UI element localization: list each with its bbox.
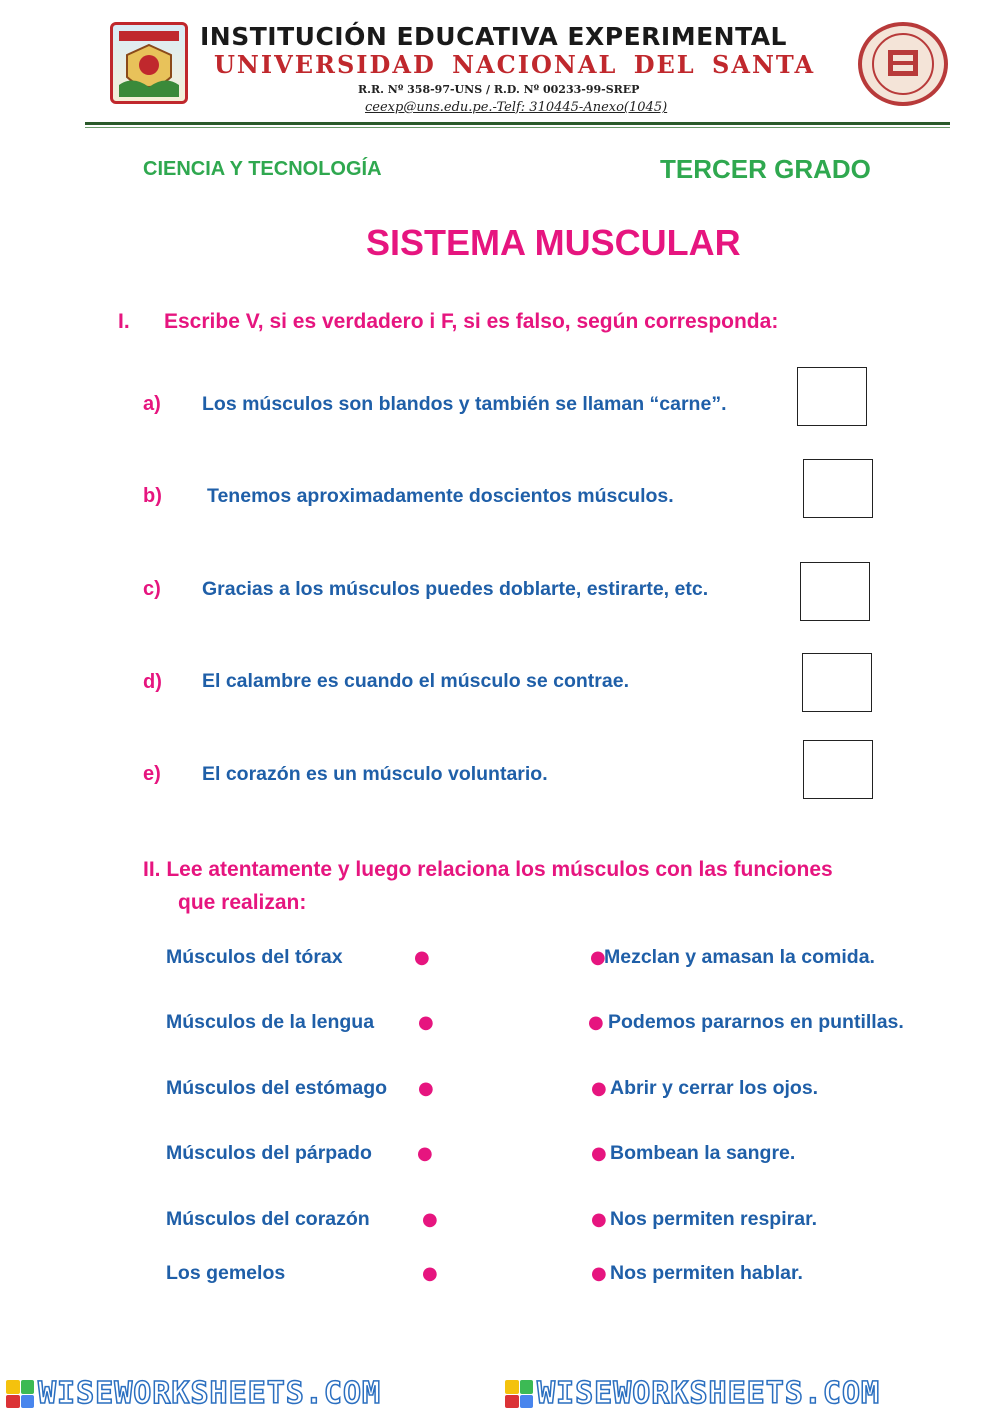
grade-label: TERCER GRADO [660,154,871,184]
item-c-letter: c) [143,578,161,600]
right-item-1: Mezclan y amasan la comida. [604,946,875,968]
left-item-2: Músculos de la lengua [166,1011,375,1033]
left-dot-1[interactable]: ● [414,947,430,968]
item-a-letter: a) [143,393,161,415]
answer-box-e[interactable] [803,740,873,799]
answer-box-a[interactable] [797,367,867,426]
right-item-3: Abrir y cerrar los ojos. [610,1077,819,1099]
section1-number: I. [118,310,130,333]
contact-text: ceexp@uns.edu.pe.-Telf: 310445-Anexo(1045) [365,100,668,115]
section1-heading [118,310,778,334]
watermark-text-1: WISEWORKSHEETS.COM [38,1376,382,1411]
left-item-6: Los gemelos [166,1262,286,1284]
item-c-text: Gracias a los músculos puedes doblarte, estirarte, etc. [202,578,709,600]
item-a-text: Los músculos son blandos y también se llaman “carne”. [202,393,727,415]
left-dot-4[interactable]: ● [417,1143,433,1164]
right-dot-5[interactable]: ● [591,1209,607,1230]
section2-heading [143,853,833,919]
right-dot-2[interactable]: ● [588,1012,604,1033]
section2-line2: que realizan: [178,891,307,914]
left-item-4: Músculos del párpado [166,1142,372,1164]
answer-box-b[interactable] [803,459,873,518]
right-item-6: Nos permiten hablar. [610,1262,803,1284]
university-seal-logo [858,22,948,106]
item-e-text: El corazón es un músculo voluntario. [202,763,548,785]
header-divider-thin [85,127,950,128]
right-dot-1[interactable]: ● [590,947,606,968]
section2-line1: II. Lee atentamente y luego relaciona los músculos con las funciones [143,858,833,881]
resolution-text: R.R. Nº 358-97-UNS / R.D. Nº 00233-99-SREP [358,83,640,96]
item-e-letter: e) [143,763,161,785]
wiseworksheets-logo-icon-2 [505,1380,533,1408]
right-item-5: Nos permiten respirar. [610,1208,817,1230]
item-d-text: El calambre es cuando el músculo se contrae. [202,670,630,692]
item-d-letter: d) [143,671,162,693]
answer-box-d[interactable] [802,653,872,712]
crest-icon [113,25,185,101]
footer-watermark [0,1372,1000,1413]
university-name: UNIVERSIDAD NACIONAL DEL SANTA [214,50,816,79]
worksheet-title: SISTEMA MUSCULAR [366,222,741,263]
left-item-5: Músculos del corazón [166,1208,370,1230]
institution-name: INSTITUCIÓN EDUCATIVA EXPERIMENTAL [200,22,787,51]
wiseworksheets-logo-icon [6,1380,34,1408]
seal-icon [862,26,944,102]
right-dot-4[interactable]: ● [591,1143,607,1164]
left-dot-2[interactable]: ● [418,1012,434,1033]
right-item-2: Podemos pararnos en puntillas. [608,1011,904,1033]
school-crest-logo [110,22,188,104]
right-dot-6[interactable]: ● [591,1263,607,1284]
item-b-letter: b) [143,485,162,507]
left-dot-6[interactable]: ● [422,1263,438,1284]
answer-box-c[interactable] [800,562,870,621]
watermark-text-2: WISEWORKSHEETS.COM [537,1376,881,1411]
subject-label: CIENCIA Y TECNOLOGÍA [143,158,382,180]
right-dot-3[interactable]: ● [591,1078,607,1099]
section1-instruction: Escribe V, si es verdadero i F, si es falso, según corresponda: [164,310,779,333]
left-dot-3[interactable]: ● [418,1078,434,1099]
header-divider [85,122,950,125]
item-b-text: Tenemos aproximadamente doscientos músculos. [207,485,674,507]
left-item-1: Músculos del tórax [166,946,343,968]
left-dot-5[interactable]: ● [422,1209,438,1230]
left-item-3: Músculos del estómago [166,1077,388,1099]
right-item-4: Bombean la sangre. [610,1142,796,1164]
